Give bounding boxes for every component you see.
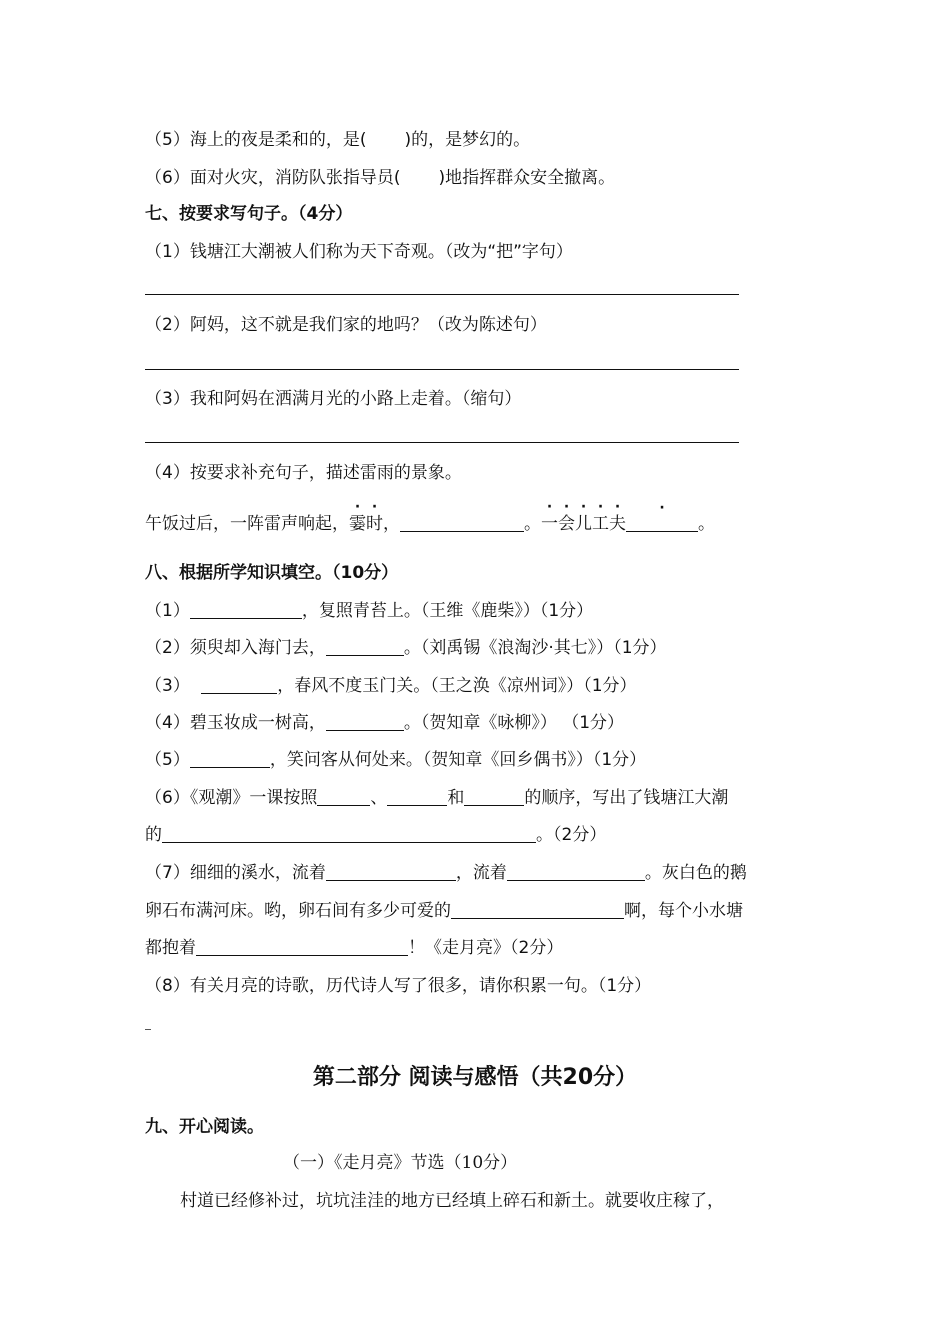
q7-4-part4: 。 [698, 514, 715, 534]
reading-subheading: （一）《走月亮》节选（10分） [283, 1153, 518, 1173]
answer-line-7-1[interactable] [145, 294, 739, 295]
q7-4-part2: ， [383, 514, 400, 534]
q8-7-l2-pre: 卵石布满河床。哟，卵石间有多少可爱的 [145, 901, 451, 921]
q8-3-blank[interactable] [201, 675, 277, 694]
q8-6-rest: 的顺序，写出了钱塘江大潮 [524, 788, 729, 808]
q8-1-post: ，复照青苔上。（王维《鹿柴》）（1分） [301, 601, 594, 621]
q8-4-blank[interactable] [326, 712, 404, 731]
section-8-heading: 八、根据所学知识填空。（10分） [145, 563, 399, 583]
small-dash-mark [145, 1029, 151, 1030]
section-9-heading: 九、开心阅读。 [145, 1117, 264, 1137]
q8-5-blank[interactable] [190, 749, 270, 768]
q8-6-l2-pre: 的 [145, 825, 162, 845]
q6-6-text-a: （6）面对火灾，消防队张指导员( [145, 168, 401, 188]
q8-6-blank-4[interactable] [162, 824, 536, 843]
q8-7-sep2: 。灰白色的鹅 [644, 863, 747, 883]
q8-3-pre: （3） [145, 676, 196, 696]
question-8-7 [145, 861, 747, 885]
question-8-7-line2 [145, 899, 743, 923]
q8-7-blank-3[interactable] [451, 900, 624, 919]
q7-4-blank-2[interactable] [626, 513, 698, 532]
question-7-2: （2）阿妈，这不就是我们家的地吗？（改为陈述句） [145, 315, 547, 335]
question-7-4-sentence [145, 512, 715, 536]
q8-6-blank-3[interactable] [464, 787, 524, 806]
q6-6-text-b: )地指挥群众安全撤离。 [438, 168, 616, 188]
q8-7-sep1: ，流着 [455, 863, 507, 883]
answer-line-7-3[interactable] [145, 442, 739, 443]
q8-2-blank[interactable] [326, 637, 404, 656]
q8-4-post: 。（贺知章《咏柳》） （1分） [403, 713, 625, 733]
q8-6-sep1: 、 [370, 788, 388, 808]
q8-1-blank[interactable] [190, 600, 302, 619]
q8-1-pre: （1） [145, 601, 190, 621]
question-8-2 [145, 636, 667, 660]
question-7-1: （1）钱塘江大潮被人们称为天下奇观。（改为“把”字句） [145, 242, 573, 262]
q7-4-part3: 。 [524, 514, 541, 534]
q8-7-pre: （7）细细的溪水，流着 [145, 863, 326, 883]
q8-3-post: ，春风不度玉门关。（王之涣《凉州词》）（1分） [277, 676, 637, 696]
question-7-4: （4）按要求补充句子，描述雷雨的景象。 [145, 463, 462, 483]
q8-7-blank-2[interactable] [507, 862, 645, 881]
q8-7-blank-1[interactable] [326, 862, 456, 881]
q8-6-blank-2[interactable] [387, 787, 447, 806]
q6-5-text-b: )的，是梦幻的。 [404, 130, 531, 150]
question-6-5 [145, 128, 530, 152]
q7-4-part1: 午饭过后，一阵雷声响起， [145, 514, 349, 534]
section-7-heading: 七、按要求写句子。（4分） [145, 204, 353, 224]
q8-6-sep2: 和 [447, 788, 465, 808]
question-6-6 [145, 166, 615, 190]
emphasis-char: 一 [541, 514, 558, 534]
question-8-3 [145, 674, 637, 698]
emphasis-char: 夫 [609, 514, 626, 534]
q7-4-blank-1[interactable] [400, 513, 524, 532]
q8-5-pre: （5） [145, 750, 190, 770]
q8-7-l3-post: ！《走月亮》（2分） [408, 938, 564, 958]
emphasis-char: 时 [366, 514, 383, 534]
answer-line-7-2[interactable] [145, 369, 739, 370]
q8-6-blank-1[interactable] [317, 787, 370, 806]
q6-5-text-a: （5）海上的夜是柔和的，是( [145, 130, 367, 150]
q8-6-pre: （6）《观潮》一课按照 [145, 788, 318, 808]
emphasis-char: 儿 [575, 514, 592, 534]
reading-paragraph: 村道已经修补过，坑坑洼洼的地方已经填上碎石和新土。就要收庄稼了， [180, 1191, 724, 1211]
q8-2-post: 。（刘禹锡《浪淘沙·其七》）（1分） [403, 638, 667, 658]
q8-7-l3-pre: 都抱着 [145, 938, 196, 958]
q8-7-blank-4[interactable] [196, 937, 408, 956]
question-8-7-line3 [145, 936, 563, 960]
emphasis-char: 会 [558, 514, 575, 534]
emphasis-char: 工 [592, 514, 609, 534]
q8-4-pre: （4）碧玉妆成一树高， [145, 713, 326, 733]
q8-6-l2-post: 。（2分） [536, 825, 607, 845]
emphasis-char: 霎 [349, 514, 366, 534]
question-8-6-line2 [145, 823, 606, 847]
question-8-8: （8）有关月亮的诗歌，历代诗人写了很多，请你积累一句。（1分） [145, 976, 652, 996]
question-8-6 [145, 786, 728, 810]
question-8-5 [145, 748, 646, 772]
part-2-title: 第二部分 阅读与感悟（共20分） [312, 1065, 638, 1090]
question-8-1 [145, 599, 593, 623]
question-8-4 [145, 711, 624, 735]
q8-5-post: ，笑问客从何处来。（贺知章《回乡偶书》）（1分） [269, 750, 647, 770]
q8-7-l2-post: 啊，每个小水塘 [624, 901, 743, 921]
question-7-3: （3）我和阿妈在洒满月光的小路上走着。（缩句） [145, 389, 522, 409]
q8-2-pre: （2）须臾却入海门去， [145, 638, 326, 658]
